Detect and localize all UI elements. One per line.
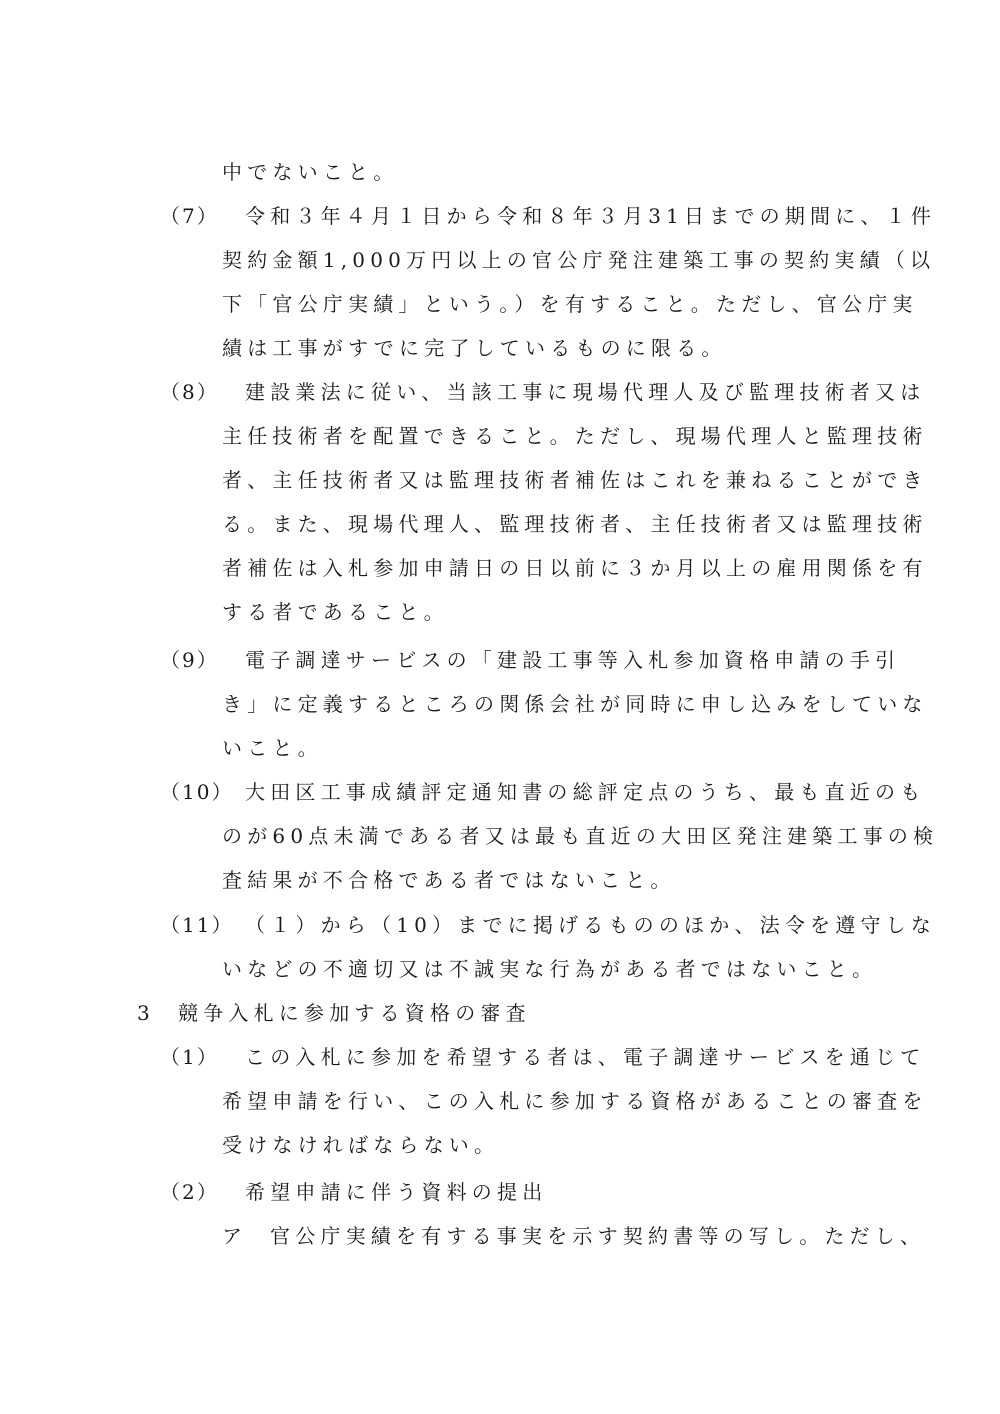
item-8-line-1: 建設業法に従い、当該工事に現場代理人及び監理技術者又は [245, 380, 926, 404]
item-8-line-5: 者補佐は入札参加申請日の日以前に３か月以上の雇用関係を有 [222, 556, 928, 580]
item-9-line-2: き」に定義するところの関係会社が同時に申し込みをしていな [222, 692, 928, 716]
item-10-line-2: のが60点未満である者又は最も直近の大田区発注建築工事の検 [222, 824, 939, 848]
item-9-line-3: いこと。 [222, 736, 323, 760]
section-title: 競争入札に参加する資格の審査 [178, 1001, 531, 1025]
item-7-line-2: 契約金額1,000万円以上の官公庁発注建築工事の契約実績（以 [222, 248, 936, 272]
item-marker-11: （11） [160, 913, 234, 937]
section-number: 3 [137, 1001, 152, 1025]
item-7-line-3: 下「官公庁実績」という。）を有すること。ただし、官公庁実 [222, 292, 918, 316]
item-7-line-4: 績は工事がすでに完了しているものに限る。 [222, 336, 727, 360]
item-marker-9: （9） [160, 648, 219, 672]
section-item-marker-2: （2） [160, 1180, 219, 1204]
item-10-line-1: 大田区工事成績評定通知書の総評定点のうち、最も直近のも [245, 780, 926, 804]
section-item-2-line-1: 希望申請に伴う資料の提出 [245, 1180, 548, 1204]
item-8-line-6: する者であること。 [222, 600, 449, 624]
item-marker-7: （7） [160, 204, 219, 228]
section-item-1-line-1: この入札に参加を希望する者は、電子調達サービスを通じて [245, 1045, 926, 1069]
item-8-line-3: 者、主任技術者又は監理技術者補佐はこれを兼ねることができ [222, 468, 928, 492]
item-marker-8: （8） [160, 380, 219, 404]
item-8-line-2: 主任技術者を配置できること。ただし、現場代理人と監理技術 [222, 424, 928, 448]
item-10-line-3: 査結果が不合格である者ではないこと。 [222, 868, 676, 892]
item-8-line-4: る。また、現場代理人、監理技術者、主任技術者又は監理技術 [222, 512, 928, 536]
item-marker-10: （10） [160, 780, 234, 804]
section-item-1-line-3: 受けなければならない。 [222, 1133, 500, 1157]
section-item-marker-1: （1） [160, 1045, 219, 1069]
section-item-1-line-2: 希望申請を行い、この入札に参加する資格があることの審査を [222, 1089, 928, 1113]
continuation-line: 中でないこと。 [222, 160, 399, 184]
item-11-line-1: （１）から（10）までに掲げるもののほか、法令を遵守しな [245, 913, 937, 937]
item-11-line-2: いなどの不適切又は不誠実な行為がある者ではないこと。 [222, 957, 878, 981]
sub-item-line-1: 官公庁実績を有する事実を示す契約書等の写し。ただし、 [270, 1224, 926, 1248]
item-7-line-1: 令和３年４月１日から令和８年３月31日までの期間に、１件 [245, 204, 937, 228]
item-9-line-1: 電子調達サービスの「建設工事等入札参加資格申請の手引 [245, 648, 901, 672]
sub-item-marker: ア [222, 1224, 244, 1248]
